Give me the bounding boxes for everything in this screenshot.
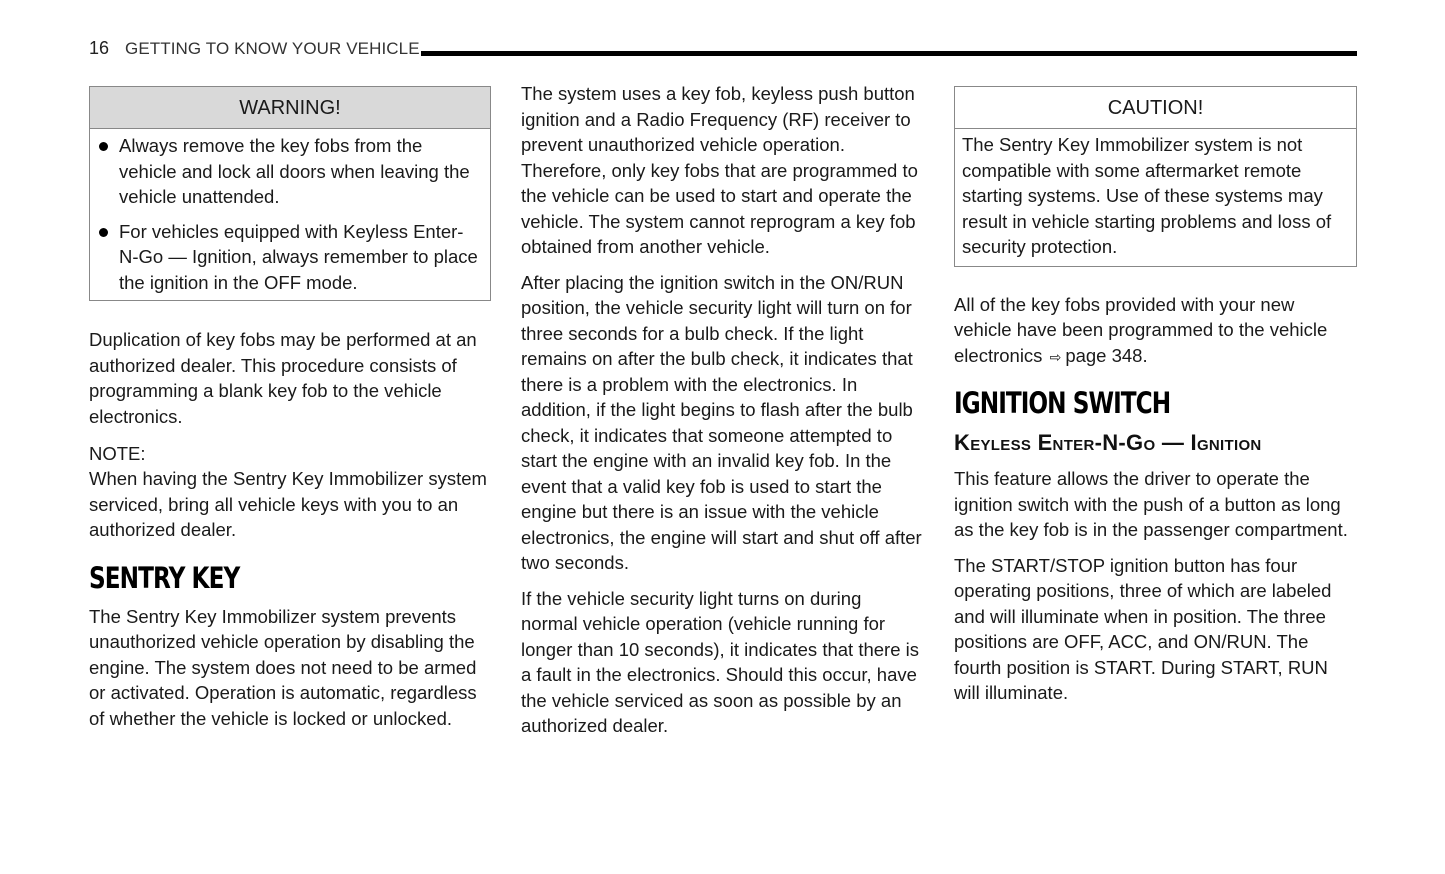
sentry-key-paragraph: The Sentry Key Immobilizer system prevents unauthorized vehicle operation by disabling the engine. The system does not need to be armed or activated. Operation is automatic, regardless of whether the vehicle is locked or unlocked. — [89, 605, 477, 729]
ignition-switch-heading: IGNITION SWITCH — [954, 386, 1171, 420]
warning-title: WARNING! — [90, 87, 490, 129]
column-3 — [954, 86, 1357, 706]
column-1 — [89, 86, 491, 731]
start-stop-paragraph: The START/STOP ignition button has four operating positions, three of which are labeled and will illuminate when in position. The three positions are OFF, ACC, and ON/RUN. The fourth position is START. During START, RUN will illuminate. — [954, 554, 1332, 703]
warning-list — [90, 129, 490, 300]
keyless-subheading: Keyless Enter-N-Go — Ignition — [954, 430, 1262, 455]
caution-box — [954, 86, 1357, 267]
duplication-paragraph: Duplication of key fobs may be performed at an authorized dealer. This procedure consists of programming a blank key fob to the vehicle electronics. — [89, 329, 477, 427]
page-number: 16 — [89, 38, 110, 58]
page-header — [89, 38, 1357, 62]
header-rule — [421, 51, 1357, 56]
fault-paragraph: If the vehicle security light turns on during normal vehicle operation (vehicle running for longer than 10 seconds), it indicates that there is a fault in the electronics. Should this occur, have the vehicle serviced as soon as possible by an authorized dealer. — [521, 587, 919, 736]
warning-box — [89, 86, 491, 301]
sentry-key-heading: SENTRY KEY — [89, 560, 240, 595]
caution-title: CAUTION! — [955, 87, 1356, 129]
key-fobs-text: All of the key fobs provided with your new vehicle have been programmed to the vehicle electronics — [954, 293, 1328, 366]
caution-body: The Sentry Key Immobilizer system is not compatible with some aftermarket remote starting systems. Use of these systems may result in vehicle starting problems and loss of security protection. — [962, 134, 1332, 257]
note-label: NOTE: — [89, 443, 146, 464]
warning-item: For vehicles equipped with Keyless Enter-N-Go — Ignition, always remember to place the ignition in the OFF mode. — [98, 219, 482, 296]
feature-paragraph: This feature allows the driver to operate the ignition switch with the push of a button as long as the key fob is in the passenger compartment. — [954, 468, 1348, 540]
key-fobs-paragraph — [954, 292, 1357, 371]
security-light-paragraph: After placing the ignition switch in the ON/RUN position, the vehicle security light will turn on for three seconds for a bulb check. If the light remains on after the bulb check, it indicates that there is a problem with the electronics. In addition, if the light begins to flash after the bulb check, it indicates that someone attempted to start the engine with an invalid key fob. In the event that a valid key fob is used to start the engine but there is an issue with the vehicle electronics, the engine will start and shut off after two seconds. — [521, 271, 922, 573]
page-reference-arrow-icon: ⇨ — [1049, 348, 1062, 365]
section-title: GETTING TO KNOW YOUR VEHICLE — [125, 39, 420, 58]
note-body: When having the Sentry Key Immobilizer system serviced, bring all vehicle keys with you to an authorized dealer. — [89, 468, 487, 540]
warning-item: Always remove the key fobs from the vehicle and lock all doors when leaving the vehicle unattended. — [98, 133, 482, 210]
page-reference-link[interactable]: page 348. — [1065, 344, 1148, 366]
system-paragraph: The system uses a key fob, keyless push button ignition and a Radio Frequency (RF) receiver to prevent unauthorized vehicle operation. Therefore, only key fobs that are programmed to the vehicle can be used to start and operate the vehicle. The system cannot reprogram a key fob obtained from another vehicle. — [521, 83, 918, 257]
column-2 — [521, 81, 923, 739]
